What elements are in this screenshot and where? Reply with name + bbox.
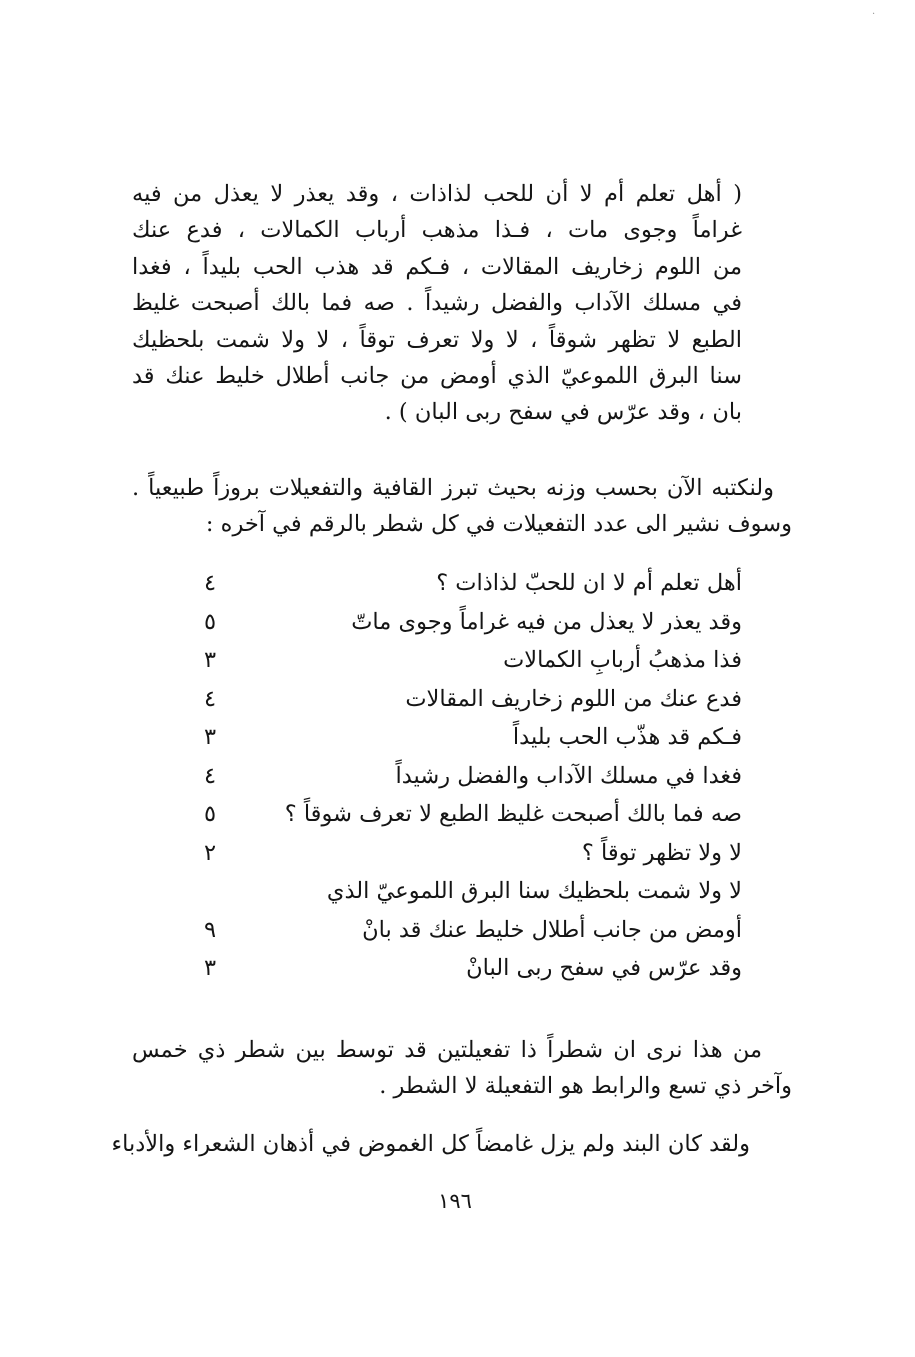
paragraph-line: في مسلك الآداب والفضل رشيداً . صه فما بالك أصبحت غليظ — [132, 290, 742, 317]
paragraph-line: من هذا نرى ان شطراً ذا تفعيلتين قد توسط بين شطر ذي خمس — [132, 1037, 762, 1063]
closing-paragraph — [111, 1126, 750, 1162]
paragraph-line: الطبع لا تظهر شوقاً ، لا ولا تعرف توقاً ، لا ولا شمت بلحظيك — [132, 326, 742, 353]
foot-count: ٣ — [203, 647, 217, 673]
paragraph-line: من اللوم زخاريف المقالات ، فـكم قد هذب الحب بليداً ، فغدا — [132, 253, 742, 280]
page-number: ١٩٦ — [438, 1189, 472, 1213]
verse-text: لا ولا تظهر توقاً ؟ — [581, 839, 742, 866]
verse-row — [190, 757, 742, 796]
foot-count: ٣ — [203, 724, 217, 750]
verse-row — [190, 718, 742, 757]
foot-count: ٥ — [203, 608, 217, 635]
verse-row — [190, 641, 742, 680]
foot-count: ٥ — [203, 801, 217, 827]
paragraph-line: سنا البرق اللموعيّ الذي أومض من جانب أطلال خليط عنك قد — [132, 363, 742, 390]
paragraph-line: وآخر ذي تسع والرابط هو التفعيلة لا الشطر . — [379, 1073, 792, 1100]
paragraph-line: ولنكتبه الآن بحسب وزنه بحيث تبرز القافية والتفعيلات بروزاً طبيعياً . — [132, 475, 774, 501]
verse-text: فغدا في مسلك الآداب والفضل رشيداً — [395, 762, 742, 789]
verse-text: صه فما بالك أصبحت غليظ الطبع لا تعرف شوقاً ؟ — [284, 801, 742, 827]
verse-text: فـكم قد هذّب الحب بليداً — [512, 724, 742, 750]
foot-count: ٤ — [203, 685, 217, 712]
observation-paragraph — [132, 1032, 792, 1105]
foot-count: ٤ — [203, 570, 217, 596]
scan-mark: · — [872, 9, 876, 20]
verse-text: فذا مذهبُ أربابِ الكمالات — [503, 647, 742, 673]
paragraph-line: غراماً وجوى مات ، فـذا مذهب أرباب الكمالات ، فدع عنك — [132, 217, 742, 244]
verse-row — [190, 911, 742, 950]
quoted-prose-paragraph — [132, 176, 742, 431]
verse-text: أهل تعلم أم لا ان للحبّ لذاذات ؟ — [436, 570, 742, 596]
verse-text: وقد يعذر لا يعذل من فيه غراماً وجوى ماتّ — [351, 608, 742, 635]
foot-count: ٣ — [203, 955, 217, 981]
verse-row — [190, 949, 742, 988]
foot-count: ٤ — [203, 762, 217, 789]
intro-paragraph — [132, 470, 792, 543]
verse-row — [190, 564, 742, 603]
foot-count: ٩ — [203, 916, 217, 943]
verse-row — [190, 872, 742, 911]
verse-table — [190, 564, 742, 988]
verse-row — [190, 680, 742, 719]
verse-text: لا ولا شمت بلحظيك سنا البرق اللموعيّ الذي — [326, 878, 742, 904]
foot-count: ٢ — [203, 839, 217, 866]
verse-row — [190, 834, 742, 873]
verse-row — [190, 603, 742, 642]
paragraph-line: بان ، وقد عرّس في سفح ربى البان ) . — [384, 399, 742, 426]
verse-row — [190, 795, 742, 834]
paragraph-line: وسوف نشير الى عدد التفعيلات في كل شطر بالرقم في آخره : — [205, 511, 792, 538]
paragraph-line: ولقد كان البند ولم يزل غامضاً كل الغموض في أذهان الشعراء والأدباء — [111, 1131, 750, 1157]
verse-text: فدع عنك من اللوم زخاريف المقالات — [405, 685, 742, 712]
verse-text: أومض من جانب أطلال خليط عنك قد بانْ — [362, 916, 742, 943]
verse-text: وقد عرّس في سفح ربى البانْ — [466, 955, 742, 981]
paragraph-line: ( أهل تعلم أم لا أن للحب لذاذات ، وقد يعذر لا يعذل من فيه — [132, 181, 742, 207]
